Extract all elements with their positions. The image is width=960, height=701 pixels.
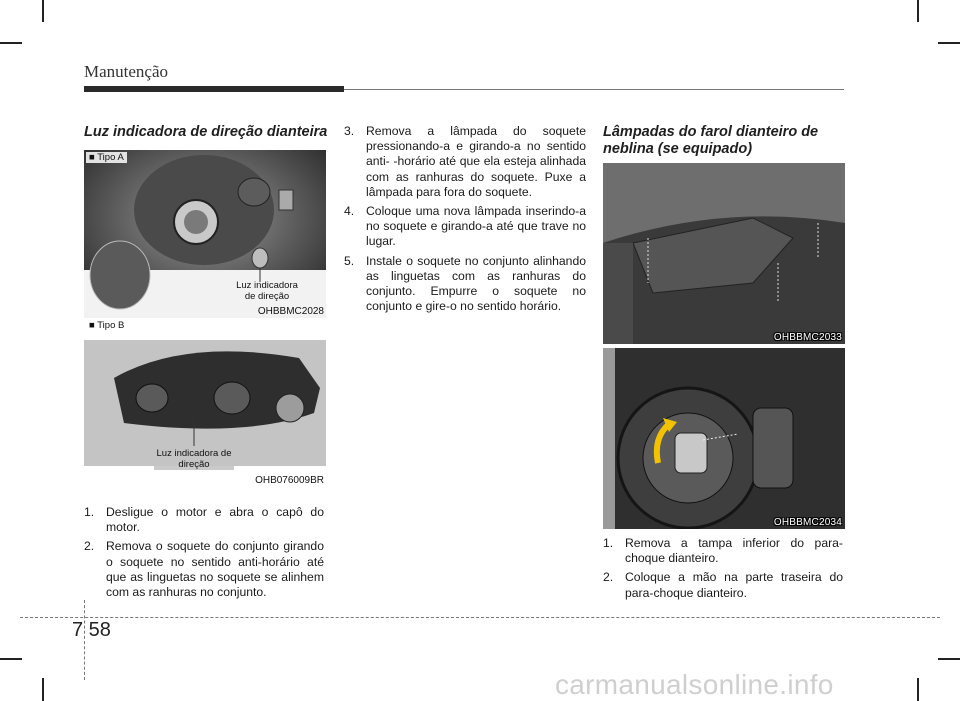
tipo-b-tag: ■ Tipo B — [86, 320, 127, 331]
tipo-b-label: Tipo B — [97, 320, 125, 331]
step-1 — [84, 505, 324, 535]
tipo-a-label: Tipo A — [97, 152, 124, 163]
step-text: Desligue o motor e abra o capô do motor. — [106, 505, 324, 535]
tipo-a-figure-code: OHBBMC2028 — [257, 306, 324, 317]
step-text: Instale o soquete no conjunto alinhando as linguetas com as ranhuras do conjunto. Empurre o soquete no conjunto e gire-o no sentido horário. — [366, 253, 586, 314]
crop-mark — [0, 42, 22, 44]
step-text: Coloque uma nova lâmpada inserindo-a no soquete e girando-a até que trave no lugar. — [366, 204, 586, 249]
fog-lamp-socket-illustration — [603, 348, 845, 529]
crop-mark — [938, 42, 960, 44]
step-5 — [344, 254, 586, 315]
fog-fig2-code: OHBBMC2034 — [773, 517, 842, 528]
crop-mark — [0, 658, 22, 660]
step-text: Remova a lâmpada do soquete pressionando-a e girando-a no sentido anti- -horário até que ela esteja alinhada com as ranhuras do soquete. Puxe a lâmpada para fora do soquete. — [366, 124, 586, 199]
fog-fig1-code: OHBBMC2033 — [773, 332, 842, 343]
step-number: 2. — [603, 570, 614, 585]
step-text: Coloque a mão na parte traseira do para-choque dianteiro. — [625, 570, 843, 600]
step-number: 1. — [84, 505, 95, 519]
figure-tipo-b — [84, 318, 326, 488]
right-section-heading: Lâmpadas do farol dianteiro de neblina (se equipado) — [603, 124, 819, 157]
figure-fog-lamp-access — [603, 163, 845, 344]
fog-step-2 — [603, 570, 843, 600]
tipo-b-figure-code: OHB076009BR — [255, 475, 324, 486]
header-rule — [344, 89, 844, 90]
header-bar — [84, 86, 344, 92]
fog-step-1 — [603, 536, 843, 566]
tipo-a-callout: Luz indicadora de direção — [236, 280, 298, 302]
figure-tipo-a — [84, 150, 326, 318]
crop-mark — [917, 0, 919, 22]
tipo-a-tag: ■ Tipo A — [86, 152, 127, 163]
page-number: 7 58 — [72, 619, 111, 641]
step-number: 5. — [344, 253, 355, 268]
crop-mark — [917, 678, 919, 701]
crop-mark — [42, 0, 44, 22]
watermark: carmanualsonline.info — [555, 669, 834, 700]
step-number: 3. — [344, 124, 355, 138]
figure-fog-lamp-socket — [603, 348, 845, 529]
step-text: Remova o soquete do conjunto girando o soquete no sentido anti-horário até que as linguetas no soquete se alinhem com as ranhuras no conjunto. — [106, 539, 324, 600]
step-2 — [84, 539, 324, 600]
crop-mark — [42, 678, 44, 701]
bumper-underside-illustration — [603, 163, 845, 344]
step-number: 1. — [603, 536, 614, 550]
left-steps — [84, 505, 324, 604]
step-text: Remova a tampa inferior do para-choque dianteiro. — [625, 536, 843, 566]
crop-mark — [938, 658, 960, 660]
tipo-b-callout: Luz indicadora de direção — [154, 448, 234, 470]
step-number: 4. — [344, 204, 355, 219]
middle-steps — [344, 124, 586, 318]
step-4 — [344, 204, 586, 250]
section-title: Manutenção — [84, 62, 169, 81]
right-steps — [603, 536, 843, 605]
step-3 — [344, 124, 586, 200]
left-section-heading: Luz indicadora de direção dianteira — [84, 124, 328, 140]
step-number: 2. — [84, 539, 95, 554]
footer-rule — [20, 617, 940, 618]
